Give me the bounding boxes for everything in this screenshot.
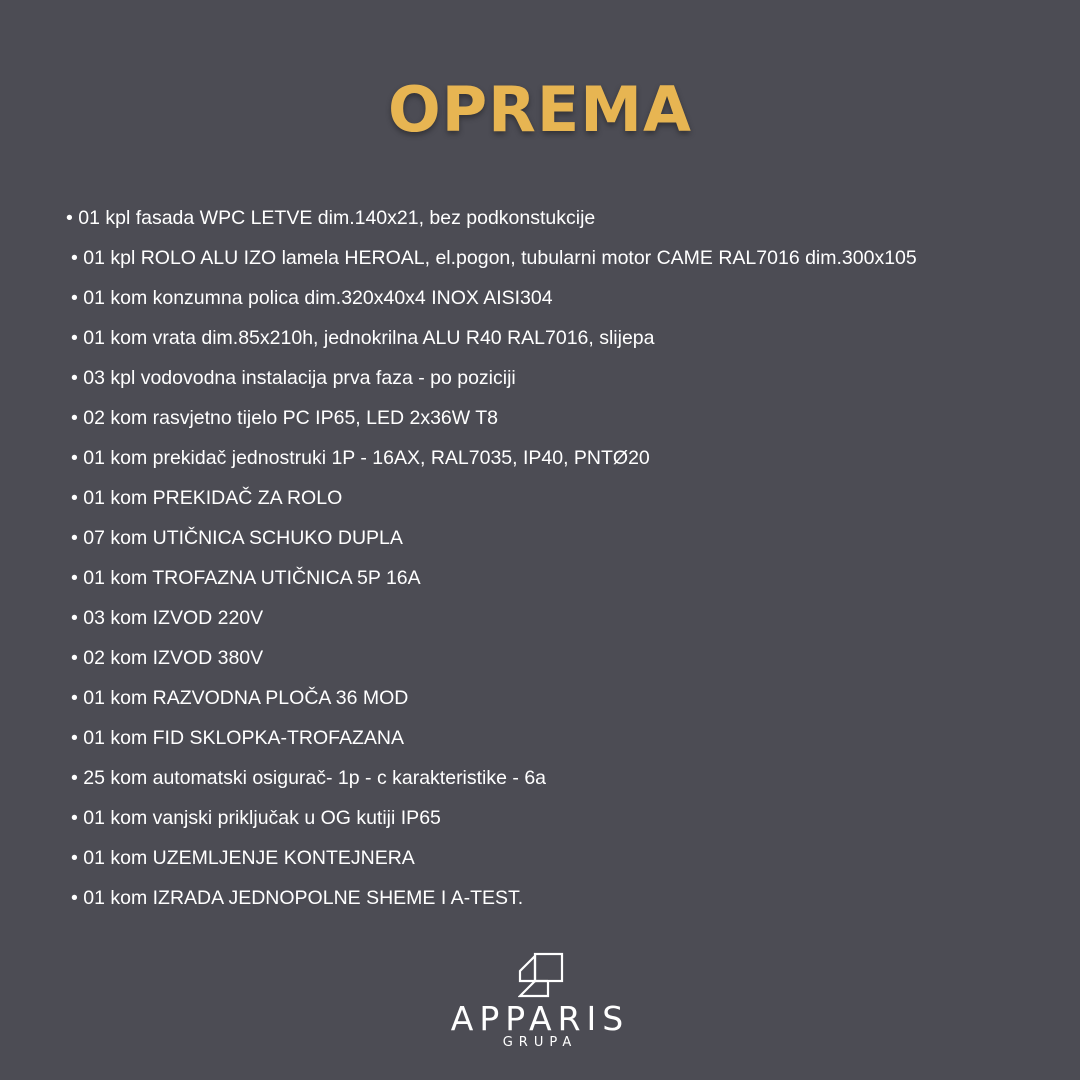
- list-item: • 01 kom PREKIDAČ ZA ROLO: [71, 487, 343, 509]
- list-item: • 01 kom UZEMLJENJE KONTEJNERA: [71, 847, 415, 869]
- company-logo: [440, 952, 640, 1052]
- list-item: • 03 kpl vodovodna instalacija prva faza - po poziciji: [71, 367, 516, 389]
- list-item: • 01 kom konzumna polica dim.320x40x4 INOX AISI304: [71, 287, 553, 309]
- logo-wordmark: APPARIS: [450, 999, 630, 1038]
- list-item: • 07 kom UTIČNICA SCHUKO DUPLA: [71, 527, 403, 549]
- list-item: • 02 kom IZVOD 380V: [71, 647, 264, 669]
- list-item: • 03 kom IZVOD 220V: [71, 607, 264, 629]
- list-item: • 01 kpl fasada WPC LETVE dim.140x21, bez podkonstukcije: [66, 207, 596, 229]
- list-item: • 25 kom automatski osigurač- 1p - c karakteristike - 6a: [71, 767, 547, 789]
- list-item: • 01 kom IZRADA JEDNOPOLNE SHEME I A-TEST.: [71, 887, 524, 909]
- list-item: • 01 kpl ROLO ALU IZO lamela HEROAL, el.pogon, tubularni motor CAME RAL7016 dim.300x105: [71, 247, 917, 269]
- page-title: OPREMA: [388, 73, 692, 146]
- list-item: • 01 kom vrata dim.85x210h, jednokrilna ALU R40 RAL7016, slijepa: [71, 327, 655, 349]
- list-item: • 01 kom RAZVODNA PLOČA 36 MOD: [71, 687, 409, 709]
- list-item: • 01 kom TROFAZNA UTIČNICA 5P 16A: [71, 567, 421, 589]
- list-item: • 02 kom rasvjetno tijelo PC IP65, LED 2x36W T8: [71, 407, 498, 429]
- apparis-logo-icon: [518, 952, 564, 998]
- logo-subtitle: GRUPA: [502, 1035, 578, 1050]
- list-item: • 01 kom prekidač jednostruki 1P - 16AX, RAL7035, IP40, PNTØ20: [71, 447, 650, 469]
- list-item: • 01 kom FID SKLOPKA-TROFAZANA: [71, 727, 404, 749]
- list-item: • 01 kom vanjski priključak u OG kutiji IP65: [71, 807, 441, 829]
